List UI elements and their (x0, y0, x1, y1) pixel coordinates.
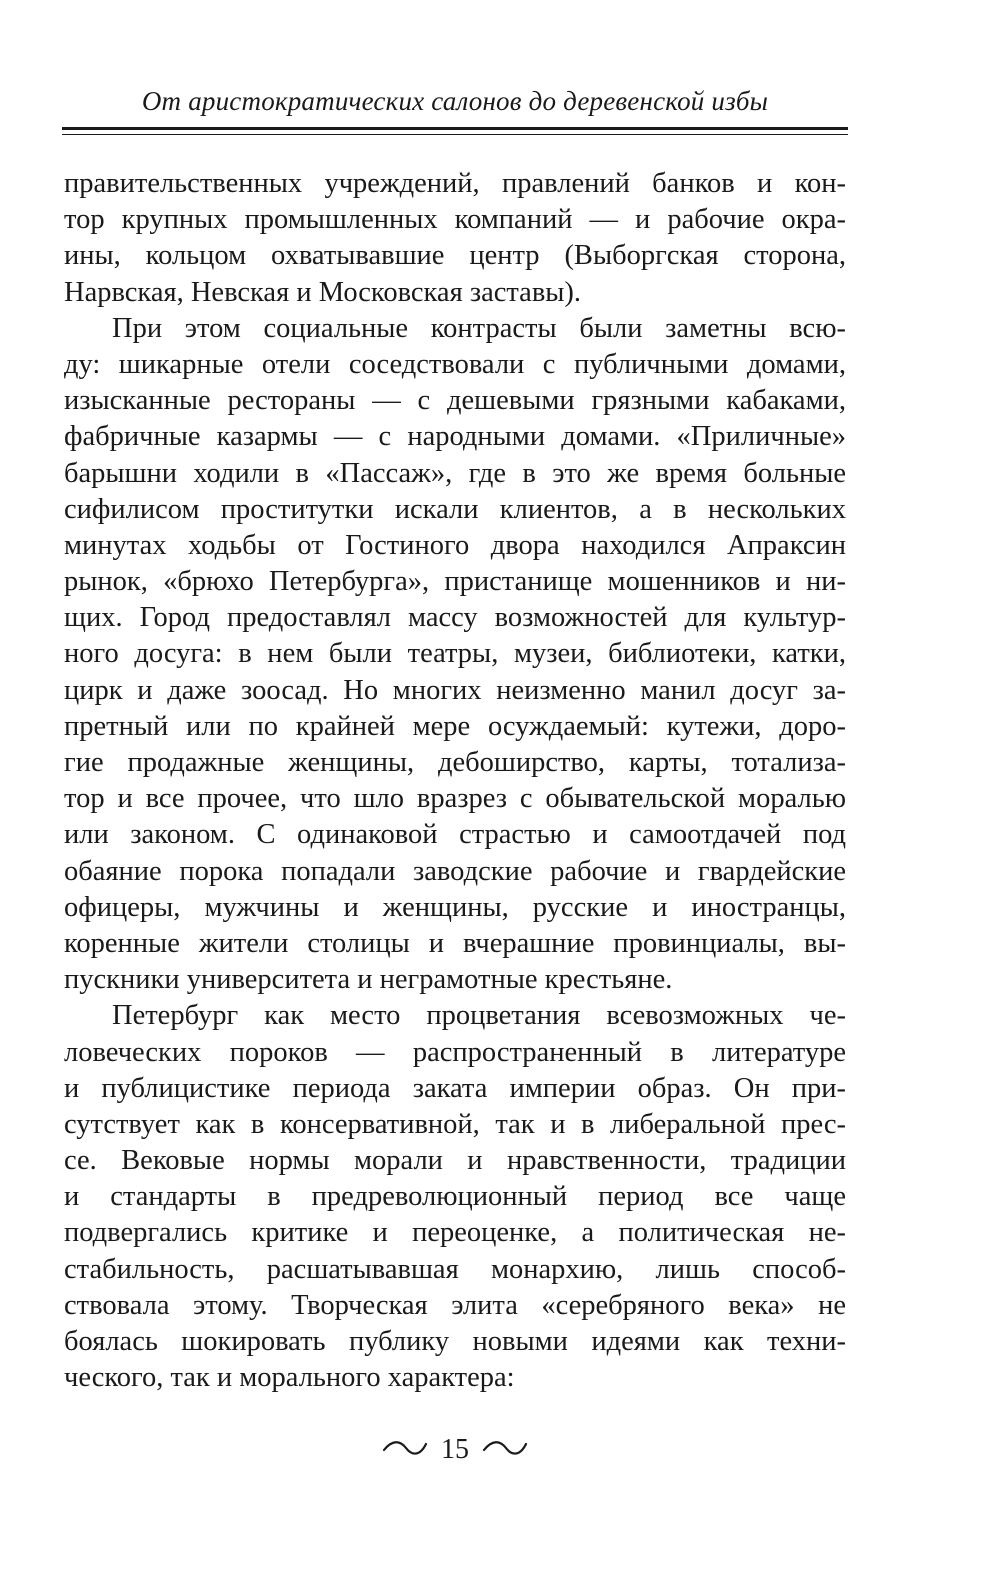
text-line: подвергались критике и переоценке, а политическая не- (64, 1217, 846, 1249)
text-line: се. Вековые нормы морали и нравственности, традиции (64, 1145, 846, 1177)
text-line: При этом социальные контрасты были заметны всю- (112, 312, 846, 344)
text-line: рынок, «брюхо Петербурга», пристанище мошенников и ни- (64, 566, 846, 598)
page-number: 15 (441, 1433, 469, 1465)
text-line: обаяние порока попадали заводские рабочие и гвардейские (64, 855, 846, 887)
text-line: коренные жители столицы и вчерашние провинциалы, вы- (64, 927, 846, 959)
text-line: правительственных учреждений, правлений банков и кон- (64, 168, 846, 199)
text-line: цирк и даже зоосад. Но многих неизменно манил досуг за- (64, 674, 846, 706)
text-line: минутах ходьбы от Гостиного двора находился Апраксин (64, 529, 846, 561)
text-line: фабричные казармы — с народными домами. «Приличные» (64, 421, 846, 453)
text-line: офицеры, мужчины и женщины, русские и иностранцы, (64, 891, 846, 923)
text-line: Петербург как место процветания всевозможных че- (112, 1000, 846, 1032)
text-line: и публицистике периода заката империи образ. Он при- (64, 1072, 846, 1104)
text-line: ческого, так и морального характера: (64, 1362, 515, 1394)
running-head: От аристократических салонов до деревенской избы (141, 86, 769, 116)
paragraph-3 (64, 998, 846, 1396)
header-rule-thin (62, 134, 848, 135)
text-line: ного досуга: в нем были театры, музеи, библиотеки, катки, (64, 638, 846, 670)
text-line: Нарвская, Невская и Московская заставы). (64, 276, 582, 308)
text-line: сутствует как в консервативной, так и в либеральной прес- (64, 1108, 846, 1140)
text-line: ловеческих пороков — распространенный в литературе (64, 1036, 846, 1068)
paragraph-2 (64, 311, 846, 999)
text-line: гие продажные женщины, дебоширство, карты, тотализа- (64, 747, 846, 778)
text-line: претный или по крайней мере осуждаемый: кутежи, доро- (64, 710, 846, 742)
text-line: пускники университета и неграмотные крестьяне. (64, 964, 673, 996)
swash-right-ornament (482, 1434, 528, 1466)
header-rule-thick (62, 127, 848, 130)
text-line: тор крупных промышленных компаний — и рабочие окра- (64, 204, 846, 236)
text-line: сифилисом проститутки искали клиентов, а в нескольких (64, 493, 846, 525)
page-number-footer (0, 1432, 910, 1466)
text-line: тор и все прочее, что шло вразрез с обывательской моралью (64, 783, 846, 815)
paragraph-1 (64, 166, 846, 311)
text-line: барышни ходили в «Пассаж», где в это же время больные (64, 457, 846, 489)
text-line: или законом. С одинаковой страстью и самоотдачей под (64, 819, 846, 851)
text-line: стабильность, расшатывавшая монархию, лишь способ- (64, 1253, 846, 1285)
text-line: боялась шокировать публику новыми идеями как техни- (64, 1326, 846, 1357)
swash-left-ornament (382, 1434, 428, 1466)
text-line: и стандарты в предреволюционный период все чаще (64, 1181, 846, 1213)
text-line: изысканные рестораны — с дешевыми грязными кабаками, (64, 385, 846, 417)
body-text (64, 166, 846, 1396)
text-line: ду: шикарные отели соседствовали с публичными домами, (64, 348, 846, 380)
text-line: ины, кольцом охватывавшие центр (Выборгская сторона, (64, 240, 846, 272)
text-line: ствовала этому. Творческая элита «серебряного века» не (64, 1289, 846, 1321)
text-line: щих. Город предоставлял массу возможностей для культур- (64, 602, 846, 634)
